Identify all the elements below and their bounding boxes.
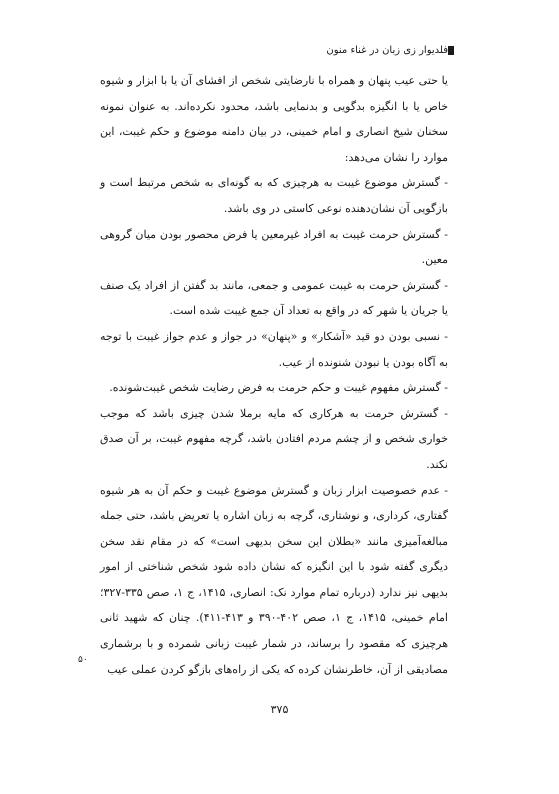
list-item-scope: - گسترش موضوع غیبت به هرچیزی که به گونه‌ای به شخص مرتبط است و بازگویی آن نشان‌دهنده نوعی کاستی در وی باشد. [100,176,448,215]
list-item-relative: - نسبی بودن دو قید «آشکار» و «پنهان» در جواز و عدم جواز غیبت با توجه به آگاه بودن یا نبودن شنونده از عیب. [100,329,448,369]
list-item-means: - عدم خصوصیت ابزار زبان و گسترش موضوع غیبت و حکم آن به هر شیوه گفتاری، کرداری، و نوشتاری، گرچه به زبان اشاره یا تعریض باشد، حتی جمله مبالغه‌آمیزی مانند «بطلان این سخن بدیهی است» که در مقام نقد سخن دیگری گفته شود با این انگیزه که نشان داده شود شخص شناختی از امور بدیهی نیز ندارد (درباره تمام موارد نک: انصاری، ۱۴۱۵، ج ۱، صص ۳۳۵-۳۲۷؛ امام خمینی، ۱۴۱۵، ج ۱، صص ۴۰۲-۳۹۰ و ۴۱۳-۴۱۱). چنان که شهید ثانی هرچیزی که مقصود را برساند، در شمار غیبت زبانی شمرده و با برشماری مصادیقی از آن، خاطرنشان کرده که یکی از راه‌های بازگو کردن عملی عیب [100,483,448,676]
header-marker [448,46,454,55]
list-item-collective: - گسترش حرمت به غیبت عمومی و جمعی، مانند بد گفتن از افراد یک صنف یا جریان یا شهر که در واقع به تعداد آن جمع غیبت شده است. [100,278,448,318]
list-item-consent: - گسترش مفهوم غیبت و حکم حرمت به فرض رضایت شخص غیبت‌شونده. [109,381,448,395]
page-number: ۳۷۵ [270,703,289,716]
margin-line-number: ۵۰ [78,655,88,665]
main-text [100,68,448,682]
list-item-disclosure: - گسترش حرمت به هرکاری که مایه برملا شدن چیزی باشد که موجب خواری شخص و از چشم مردم افتادن باشد، گرچه مفهوم غیبت، بر آن صدق نکند. [100,406,448,471]
running-header [108,42,448,60]
list-item-unspecified: - گسترش حرمت غیبت به افراد غیرمعین یا فرض محصور بودن میان گروهی معین. [100,227,448,267]
running-title: فلدیوار زی زبان در غناء منون [326,45,448,56]
intro-paragraph: یا حتی عیب پنهان و همراه با نارضایتی شخص از افشای آن یا با ابزار و شیوه خاص یا با انگیزه بدگویی و بدنمایی باشد، محدود نکرده‌اند. به عنوان نمونه سخنان شیخ انصاری و امام خمینی، در بیان دامنه موضوع و حکم غیبت، این موارد را نشان می‌دهد: [100,74,448,164]
